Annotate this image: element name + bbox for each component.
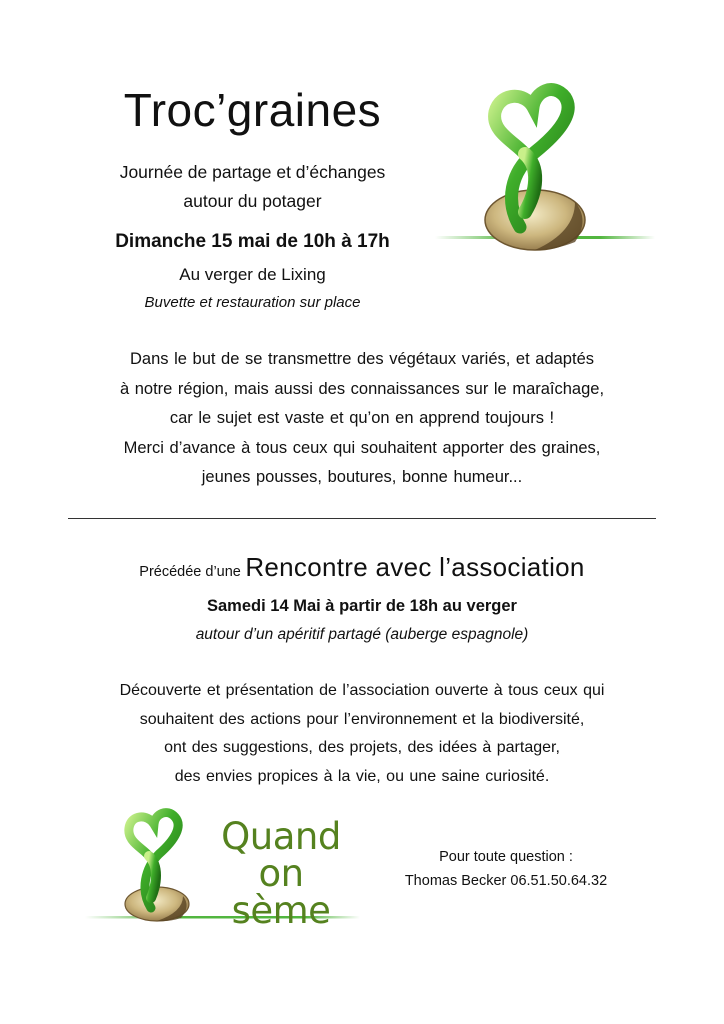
contact-block: [380, 845, 632, 893]
logo-line2: on: [258, 852, 304, 895]
event-title: Troc’graines: [123, 84, 382, 136]
event-date: Dimanche 15 mai de 10h à 17h: [115, 231, 390, 252]
intro-paragraph: [40, 345, 684, 493]
sprout-logo-icon: [425, 82, 665, 262]
rencontre-date: Samedi 14 Mai à partir de 18h au verger: [207, 597, 517, 615]
contact-person: Thomas Becker 06.51.50.64.32: [404, 873, 608, 889]
contact-label: Pour toute question :: [439, 849, 573, 865]
event-buvette: Buvette et restauration sur place: [144, 294, 361, 311]
intro-line: jeunes pousses, boutures, bonne humeur...: [201, 468, 523, 486]
rencontre-heading: [40, 552, 684, 583]
logo-line3: sème: [231, 889, 331, 932]
association-logo-text: [206, 815, 356, 932]
event-subtitle: [60, 158, 445, 216]
rencontre-prefix: Précédée d’une: [139, 564, 241, 580]
intro-line: à notre région, mais aussi des connaissances sur le maraîchage,: [119, 379, 605, 398]
rencontre-headline: Rencontre avec l’association: [245, 552, 585, 582]
intro-line: Dans le but de se transmettre des végétaux variés, et adaptés: [129, 350, 594, 368]
rencontre-paragraph: [40, 677, 684, 791]
intro-line: car le sujet est vaste et qu’on en apprend toujours !: [169, 409, 555, 427]
section-divider: [68, 518, 656, 519]
rencontre-aperitif: autour d’un apéritif partagé (auberge espagnole): [195, 626, 529, 643]
rencontre-line: ont des suggestions, des projets, des idées à partager,: [164, 739, 560, 756]
rencontre-line: Découverte et présentation de l’association ouverte à tous ceux qui: [119, 682, 605, 699]
intro-line: Merci d’avance à tous ceux qui souhaitent apporter des graines,: [123, 438, 601, 457]
event-subtitle-line1: Journée de partage et d’échanges: [119, 162, 386, 182]
logo-line1: Quand: [221, 815, 341, 858]
rencontre-line: des envies propices à la vie, ou une saine curiosité.: [174, 767, 550, 785]
rencontre-line: souhaitent des actions pour l’environnement et la biodiversité,: [139, 710, 585, 728]
event-place: Au verger de Lixing: [179, 265, 326, 284]
event-subtitle-line2: autour du potager: [183, 191, 322, 211]
